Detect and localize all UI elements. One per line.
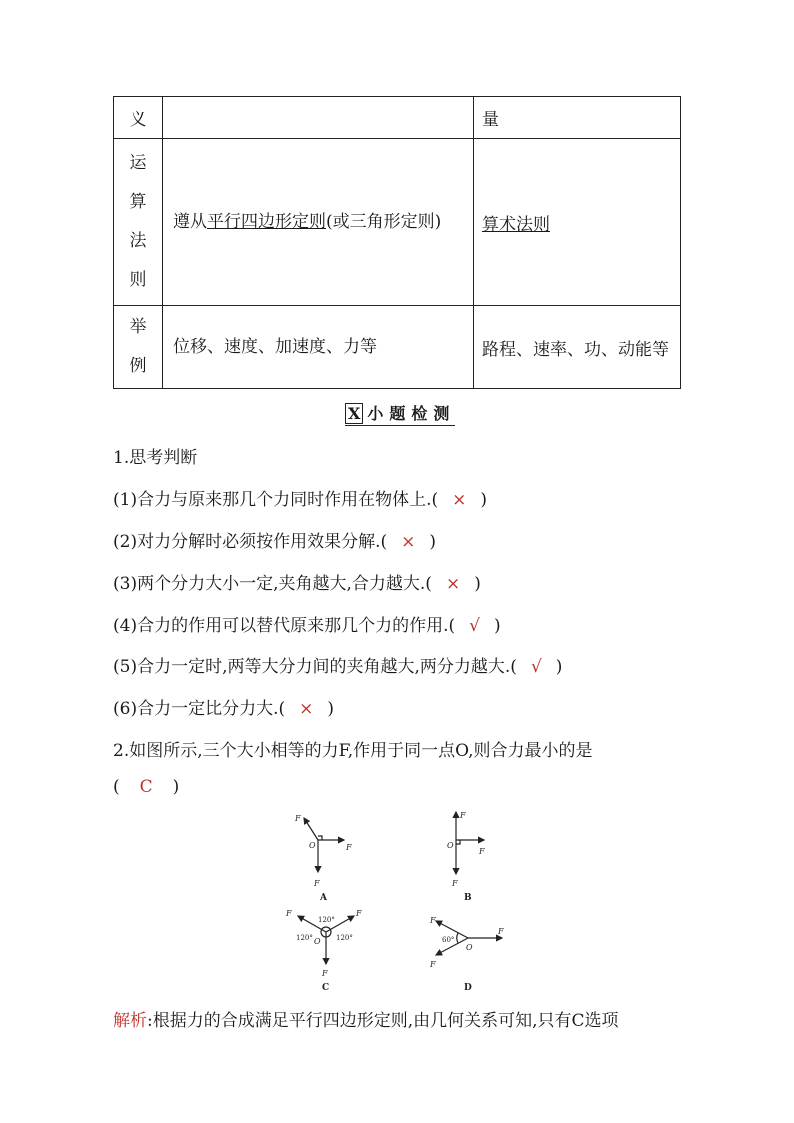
answer-choice: C <box>139 777 153 797</box>
table-cell: 路程、速率、功、动能等 <box>474 306 681 389</box>
table-cell <box>163 97 474 139</box>
section-heading <box>345 401 455 426</box>
judgment-item: (3)两个分力大小一定,夹角越大,合力越大.( × ) <box>113 574 481 594</box>
force-label: F <box>286 909 292 918</box>
table-cell: 位移、速度、加速度、力等 <box>163 306 474 389</box>
angle-label: 120° <box>296 934 313 942</box>
question-2-stem: 2.如图所示,三个大小相等的力F,作用于同一点O,则合力最小的是 <box>113 741 593 761</box>
judgment-item: (2)对力分解时必须按作用效果分解.( × ) <box>113 532 437 552</box>
table-row <box>114 139 681 306</box>
question-2-answer-line: ( C ) <box>113 777 180 797</box>
analysis-line <box>113 1006 619 1031</box>
section-title: 小题检测 <box>367 404 456 423</box>
judgment-item: (1)合力与原来那几个力同时作用在物体上.( × ) <box>113 490 488 510</box>
cell-char: 法 <box>129 231 147 251</box>
angle-label: 120° <box>318 916 335 924</box>
panel-label-d: D <box>464 983 472 993</box>
force-label: F <box>322 969 328 978</box>
answer-mark: √ <box>469 616 480 636</box>
force-label: F <box>479 847 485 856</box>
force-label: F <box>356 909 362 918</box>
table-cell: 义 <box>114 97 163 139</box>
origin-label: O <box>447 841 454 850</box>
origin-label: O <box>314 937 321 946</box>
table-cell: 量 <box>474 97 681 139</box>
force-label: F <box>452 879 458 888</box>
judgment-item: (6)合力一定比分力大.( × ) <box>113 699 335 719</box>
answer-mark: √ <box>530 657 542 677</box>
section-icon: X <box>345 403 363 424</box>
force-label: F <box>460 811 466 820</box>
force-label: F <box>346 843 352 852</box>
table-row <box>114 306 681 389</box>
answer-mark: × <box>299 699 314 719</box>
cell-text: 遵从 <box>173 212 207 232</box>
answer-mark: × <box>401 532 416 552</box>
cell-char: 举 <box>129 317 147 337</box>
underlined-term: 算术法则 <box>482 214 550 235</box>
force-label: F <box>314 879 320 888</box>
underlined-term: 平行四边形定则 <box>207 212 326 232</box>
judgment-item: (4)合力的作用可以替代原来那几个力的作用.( √ ) <box>113 616 501 636</box>
cell-char: 算 <box>129 192 147 212</box>
question-1-title: 1.思考判断 <box>113 448 198 468</box>
table-cell <box>114 139 163 306</box>
table-cell <box>474 139 681 306</box>
force-label: F <box>430 916 436 925</box>
judgment-item: (5)合力一定时,两等大分力间的夹角越大,两分力越大.( √ ) <box>113 657 563 677</box>
panel-label-a: A <box>320 893 327 903</box>
force-label: F <box>430 960 436 969</box>
panel-label-b: B <box>464 893 472 903</box>
origin-label: O <box>309 841 316 850</box>
origin-label: O <box>466 943 473 952</box>
table-row <box>114 97 681 139</box>
table-cell <box>114 306 163 389</box>
angle-label: 120° <box>336 934 353 942</box>
force-diagrams <box>270 800 530 1000</box>
vector-scalar-table <box>113 96 681 389</box>
cell-char: 则 <box>129 270 147 290</box>
cell-char: 运 <box>129 153 147 173</box>
force-arrow <box>304 818 318 840</box>
angle-label: 60° <box>442 936 455 944</box>
cell-text: (或三角形定则) <box>326 212 442 232</box>
panel-label-c: C <box>322 983 330 993</box>
force-label: F <box>498 927 504 936</box>
answer-mark: × <box>452 490 467 510</box>
cell-char: 例 <box>129 356 147 376</box>
angle-arc <box>457 933 458 943</box>
answer-mark: × <box>445 574 461 594</box>
force-label: F <box>295 814 301 823</box>
table-cell <box>163 139 474 306</box>
analysis-label: 解析 <box>113 1011 147 1031</box>
analysis-text: :根据力的合成满足平行四边形定则,由几何关系可知,只有C选项 <box>147 1011 619 1031</box>
